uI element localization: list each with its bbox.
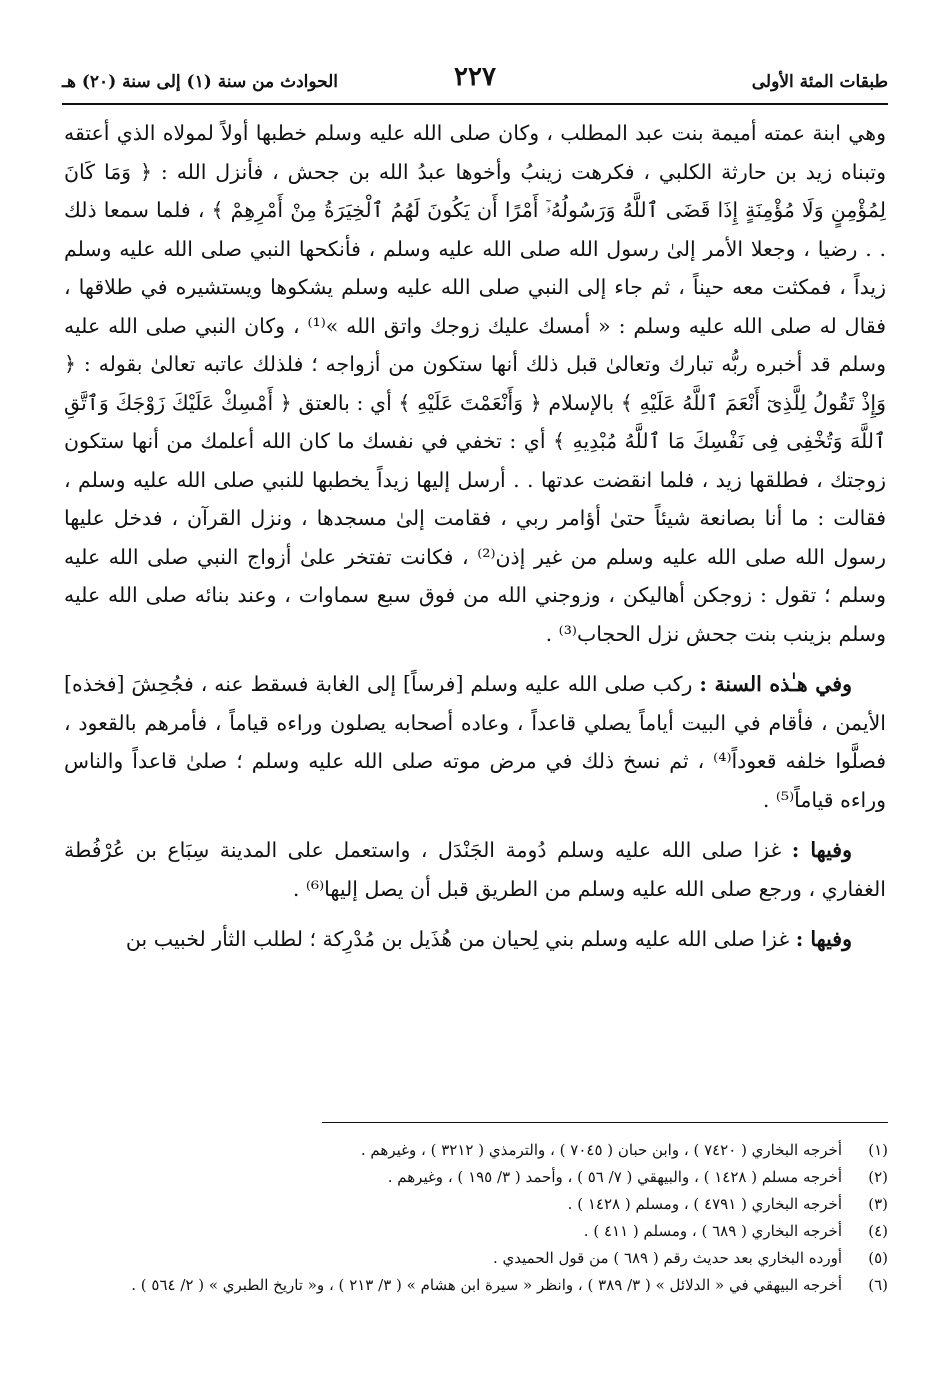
paragraph-4-text: غزا صلى الله عليه وسلم بني لِحيان من هُذَيل بن مُدْرِكة ؛ لطلب الثأر لخبيب بن bbox=[125, 927, 796, 951]
footnote-2 bbox=[62, 1164, 888, 1191]
footnote-6 bbox=[62, 1272, 888, 1299]
paragraph-2-lead: وفي هـٰذه السنة : bbox=[699, 672, 852, 696]
footnote-number: (١) bbox=[868, 1141, 888, 1159]
footnote-number: (٣) bbox=[868, 1195, 888, 1213]
paragraph-1 bbox=[64, 114, 886, 653]
header-divider bbox=[62, 103, 888, 105]
paragraph-3 bbox=[64, 831, 886, 908]
footnote-number: (٥) bbox=[868, 1249, 888, 1267]
paragraph-2 bbox=[64, 665, 886, 819]
footnote-text: أورده البخاري بعد حديث رقم ( ٦٨٩ ) من قول الحميدي . bbox=[492, 1249, 842, 1267]
paragraph-2-text: ركب صلى الله عليه وسلم [فرساً] إلى الغابة فسقط عنه ، فجُحِشَ [فخذه] الأيمن ، فأقام في البيت أياماً يصلي قاعداً ، وعاده أصحابه يصلون وراءه قياماً ، فأمرهم بالقعود ، فصلَّوا خلفه قعوداً⁽⁴⁾ ، ثم نسخ ذلك في مرض موته صلى الله عليه وسلم ؛ صلىٰ قاعداً والناس وراءه قياماً⁽⁵⁾ . bbox=[64, 672, 886, 812]
page-header bbox=[62, 58, 888, 98]
paragraph-1-text: وهي ابنة عمته أميمة بنت عبد المطلب ، وكان صلى الله عليه وسلم خطبها أولاً لمولاه الذي أعتقه وتبناه زيد بن حارثة الكلبي ، فكرهت زينبُ وأخوها عبدُ الله بن جحش ، فأنزل الله : ﴿ وَمَا كَانَ لِمُؤْمِنٍ وَلَا مُؤْمِنَةٍ إِذَا قَضَى ٱللَّهُ وَرَسُولُهُۥٓ أَمْرًا أَن يَكُونَ لَهُمُ ٱلْخِيَرَةُ مِنْ أَمْرِهِمْ ﴾ ، فلما سمعا ذلك . . رضيا ، وجعلا الأمر إلىٰ رسول الله صلى الله عليه وسلم ، فأنكحها النبي صلى الله عليه وسلم زيداً ، فمكثت معه حيناً ، ثم جاء إلى النبي صلى الله عليه وسلم يشكوها ويستشيره في طلاقها ، فقال له صلى الله عليه وسلم : « أمسك عليك زوجك واتق الله »⁽¹⁾ ، وكان النبي صلى الله عليه وسلم قد أخبره ربُّه تبارك وتعالىٰ قبل ذلك أنها ستكون من أزواجه ؛ فلذلك عاتبه تعالىٰ بقوله : ﴿ وَإِذْ تَقُولُ لِلَّذِىٓ أَنْعَمَ ٱللَّهُ عَلَيْهِ ﴾ بالإسلام ﴿ وَأَنْعَمْتَ عَلَيْهِ ﴾ أي : بالعتق ﴿ أَمْسِكْ عَلَيْكَ زَوْجَكَ وَٱتَّقِ ٱللَّهَ وَتُخْفِى فِى نَفْسِكَ مَا ٱللَّهُ مُبْدِيهِ ﴾ أي : تخفي في نفسك ما كان الله أعلمك من أنها ستكون زوجتك ، فطلقها زيد ، فلما انقضت عدتها . . أرسل إليها زيداً يخطبها للنبي صلى الله عليه وسلم ، فقالت : ما أنا بصانعة شيئاً حتىٰ أؤامر ربي ، فقامت إلىٰ مسجدها ، ونزل القرآن ، فدخل عليها رسول الله صلى الله عليه وسلم من غير إذن⁽²⁾ ، فكانت تفتخر علىٰ أزواج النبي صلى الله عليه وسلم ؛ تقول : زوجكن أهاليكن ، وزوجني الله من فوق سبع سماوات ، وعند بنائه صلى الله عليه وسلم بزينب بنت جحش نزل الحجاب⁽³⁾ . bbox=[64, 121, 886, 646]
footnote-number: (٢) bbox=[868, 1168, 888, 1186]
footnote-1 bbox=[62, 1137, 888, 1164]
footnote-text: أخرجه البخاري ( ٦٨٩ ) ، ومسلم ( ٤١١ ) . bbox=[583, 1222, 842, 1240]
paragraph-3-lead: وفيها : bbox=[791, 838, 852, 862]
main-text bbox=[64, 114, 886, 959]
paragraph-3-text: غزا صلى الله عليه وسلم دُومة الجَنْدَل ، واستعمل على المدينة سِبَاع بن عُرْفُطة الغفاري ، ورجع صلى الله عليه وسلم من الطريق قبل أن يصل إليها⁽⁶⁾ . bbox=[64, 838, 886, 901]
footnote-text: أخرجه مسلم ( ١٤٢٨ ) ، والبيهقي ( ٧/ ٥٦ ) ، وأحمد ( ٣/ ١٩٥ ) ، وغيرهم . bbox=[387, 1168, 842, 1186]
footnotes bbox=[62, 1137, 888, 1299]
paragraph-4-lead: وفيها : bbox=[795, 927, 852, 951]
footnote-number: (٦) bbox=[868, 1276, 888, 1294]
footnote-number: (٤) bbox=[868, 1222, 888, 1240]
footnote-4 bbox=[62, 1218, 888, 1245]
footnote-text: أخرجه البخاري ( ٤٧٩١ ) ، ومسلم ( ١٤٢٨ ) . bbox=[567, 1195, 842, 1213]
footnote-text: أخرجه البيهقي في « الدلائل » ( ٣/ ٣٨٩ ) ، وانظر « سيرة ابن هشام » ( ٣/ ٢١٣ ) ، و« تاريخ الطبري » ( ٢/ ٥٦٤ ) . bbox=[131, 1276, 842, 1294]
book-title: طبقات المئة الأولى bbox=[751, 72, 888, 92]
footnote-text: أخرجه البخاري ( ٧٤٢٠ ) ، وابن حبان ( ٧٠٤٥ ) ، والترمذي ( ٣٢١٢ ) ، وغيرهم . bbox=[360, 1141, 842, 1159]
paragraph-4 bbox=[64, 920, 886, 959]
footnote-3 bbox=[62, 1191, 888, 1218]
footnote-5 bbox=[62, 1245, 888, 1272]
section-title: الحوادث من سنة (١) إلى سنة (٢٠) هـ bbox=[62, 72, 339, 92]
page-number: ٢٢٧ bbox=[454, 62, 496, 92]
footnote-divider bbox=[322, 1122, 888, 1123]
